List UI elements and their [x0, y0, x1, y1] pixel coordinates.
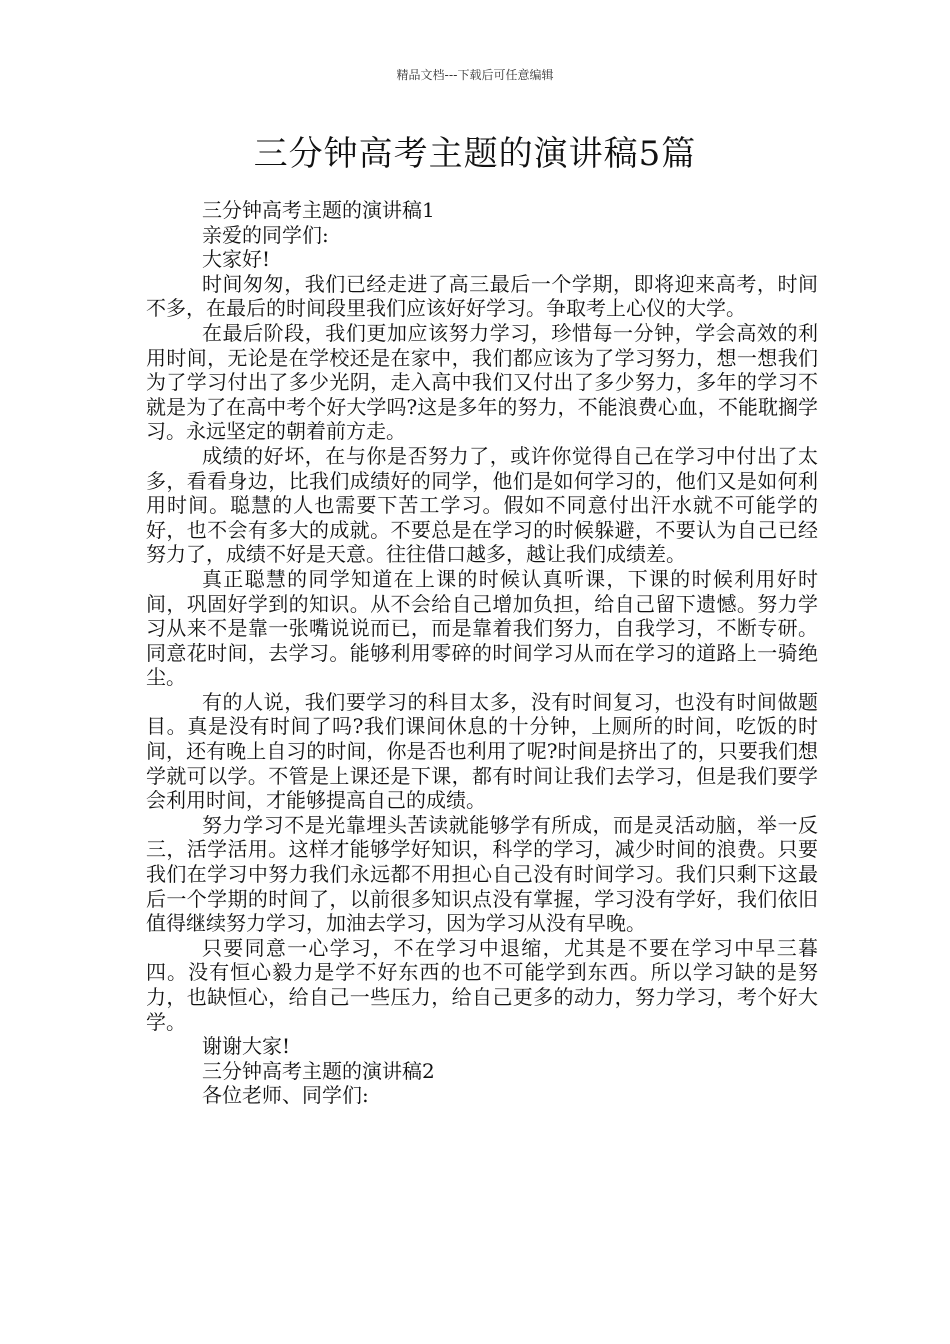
paragraph: 努力学习不是光靠埋头苦读就能够学有所成，而是灵活动脑，举一反三，活学活用。这样才能够学好知识，科学的学习，减少时间的浪费。只要我们在学习中努力我们永远都不用担心自己没有时间学习。我们只剩下这最后一个学期的时间了，以前很多知识点没有掌握，学习没有学好，我们依旧值得继续努力学习，加油去学习，因为学习从没有早晚。	[146, 812, 818, 936]
paragraph: 时间匆匆，我们已经走进了高三最后一个学期，即将迎来高考，时间不多，在最后的时间段里我们应该好好学习。争取考上心仪的大学。	[146, 271, 818, 321]
paragraph: 只要同意一心学习，不在学习中退缩，尤其是不要在学习中早三暮四。没有恒心毅力是学不好东西的也不可能学到东西。所以学习缺的是努力，也缺恒心，给自己一些压力，给自己更多的动力，努力学习，考个好大学。	[146, 935, 818, 1034]
greeting-2: 各位老师、同学们:	[202, 1083, 369, 1108]
paragraph: 有的人说，我们要学习的科目太多，没有时间复习，也没有时间做题目。真是没有时间了吗?我们课间休息的十分钟，上厕所的时间，吃饭的时间，还有晚上自习的时间，你是否也利用了呢?时间是挤出了的，只要我们想学就可以学。不管是上课还是下课，都有时间让我们去学习，但是我们要学会利用时间，才能够提高自己的成绩。	[146, 689, 818, 813]
paragraph: 真正聪慧的同学知道在上课的时候认真听课，下课的时候利用好时间，巩固好学到的知识。从不会给自己增加负担，给自己留下遗憾。努力学习从来不是靠一张嘴说说而已，而是靠着我们努力，自我学习，不断专研。同意花时间，去学习。能够利用零碎的时间学习从而在学习的道路上一骑绝尘。	[146, 566, 818, 690]
document-body	[146, 198, 818, 1108]
document-title: 三分钟高考主题的演讲稿5篇	[253, 134, 697, 174]
speech-1-heading: 三分钟高考主题的演讲稿1	[202, 198, 435, 222]
speech-2-heading: 三分钟高考主题的演讲稿2	[202, 1058, 435, 1083]
paragraph: 在最后阶段，我们更加应该努力学习，珍惜每一分钟，学会高效的利用时间，无论是在学校还是在家中，我们都应该为了学习努力，想一想我们为了学习付出了多少光阴，走入高中我们又付出了多少努力，多年的学习不就是为了在高中考个好大学吗?这是多年的努力，不能浪费心血，不能耽搁学习。永远坚定的朝着前方走。	[146, 320, 818, 444]
page-header-note: 精品文档---下载后可任意编辑	[396, 68, 554, 82]
paragraph: 成绩的好坏，在与你是否努力了，或许你觉得自己在学习中付出了太多，看看身边，比我们成绩好的同学，他们是如何学习的，他们又是如何利用时间。聪慧的人也需要下苦工学习。假如不同意付出汗水就不可能学的好，也不会有多大的成就。不要总是在学习的时候躲避，不要认为自己已经努力了，成绩不好是天意。往往借口越多，越让我们成绩差。	[146, 443, 818, 567]
greeting: 亲爱的同学们:	[202, 222, 329, 247]
closing-thanks: 谢谢大家!	[202, 1034, 291, 1059]
salutation: 大家好!	[202, 247, 271, 272]
